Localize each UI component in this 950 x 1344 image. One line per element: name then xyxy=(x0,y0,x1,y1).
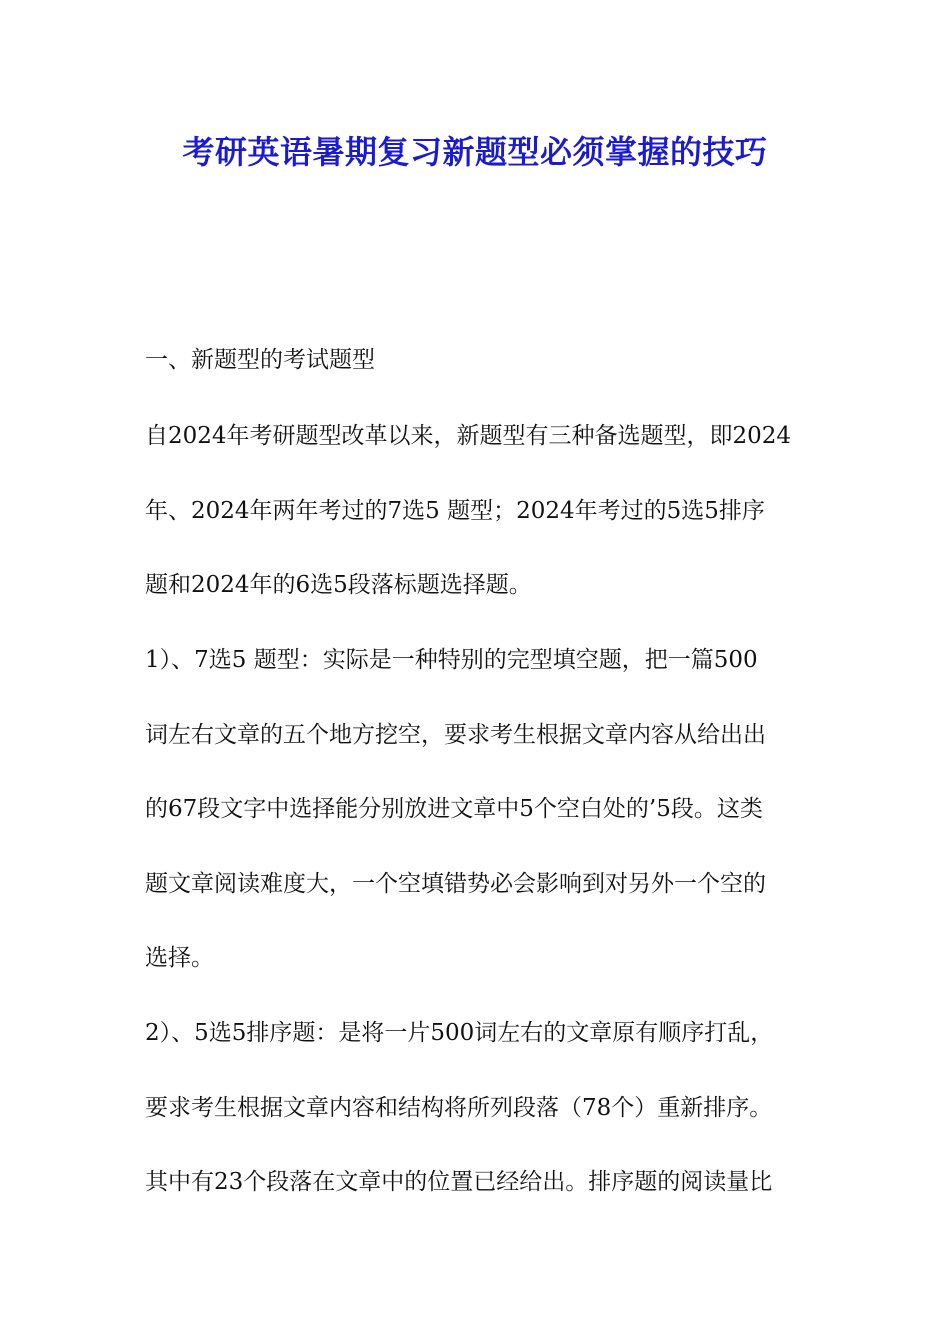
paragraph-line: 年、2024年两年考过的7选5 题型；2024年考过的5选5排序 xyxy=(145,498,765,524)
paragraph-line: 题文章阅读难度大，一个空填错势必会影响到对另外一个空的 xyxy=(145,871,766,897)
section-heading: 一、新题型的考试题型 xyxy=(145,347,375,373)
paragraph-line: 题和2024年的6选5段落标题选择题。 xyxy=(145,572,532,598)
paragraph-line: 自2024年考研题型改革以来，新题型有三种备选题型，即2024 xyxy=(145,423,792,449)
paragraph-line: 的67段文字中选择能分别放进文章中5个空白处的’5段。这类 xyxy=(145,796,763,822)
document-title: 考研英语暑期复习新题型必须掌握的技巧 xyxy=(182,133,768,171)
paragraph-line: 词左右文章的五个地方挖空，要求考生根据文章内容从给出出 xyxy=(145,722,766,748)
paragraph-line: 其中有23个段落在文章中的位置已经给出。排序题的阅读量比 xyxy=(145,1169,773,1195)
paragraph-line: 选择。 xyxy=(145,945,214,971)
paragraph-line: 要求考生根据文章内容和结构将所列段落（78个）重新排序。 xyxy=(145,1095,773,1121)
paragraph-line: 2）、5选5排序题：是将一片500词左右的文章原有顺序打乱， xyxy=(145,1020,774,1046)
paragraph-line: 1）、7选5 题型：实际是一种特别的完型填空题，把一篇500 xyxy=(145,647,758,673)
